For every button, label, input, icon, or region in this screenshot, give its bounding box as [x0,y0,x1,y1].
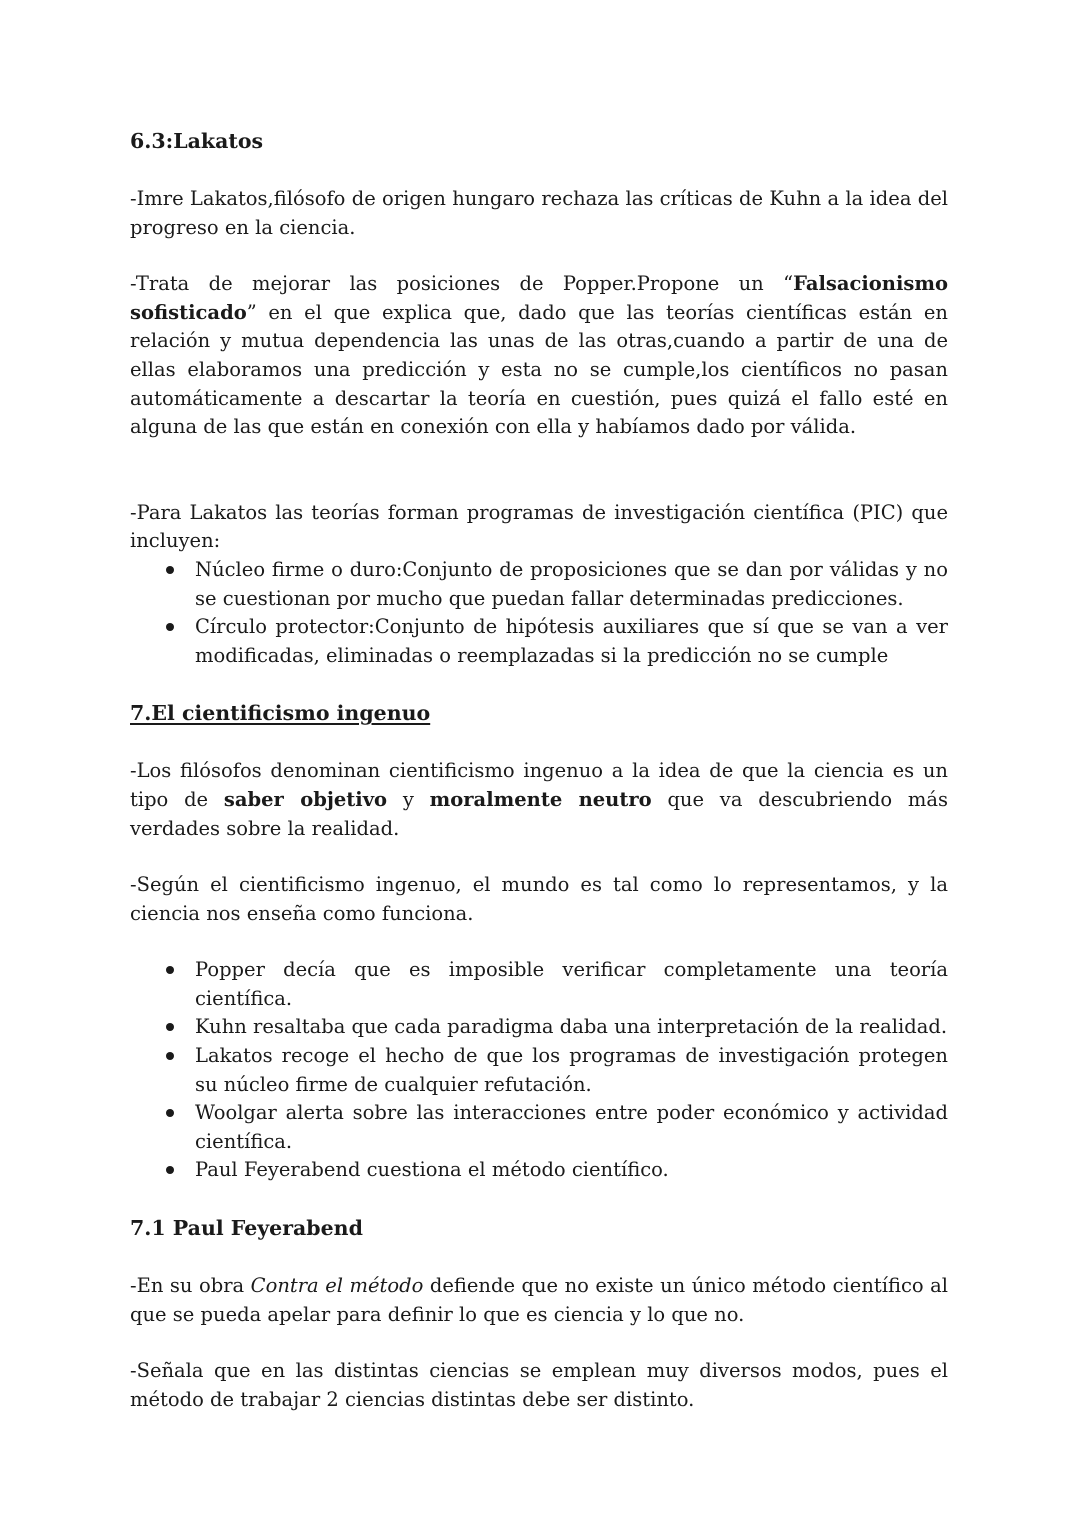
document-page [130,126,948,1414]
bold-term: moralmente neutro [429,787,652,811]
list-item: Núcleo firme o duro:Conjunto de proposiciones que se dan por válidas y no se cuestionan por mucho que puedan fallar determinadas predicciones. [195,556,948,613]
text: -Señala que en las distintas ciencias se emplean muy diversos modos, pues el método de trabajar 2 ciencias distintas debe ser distinto. [130,1359,948,1411]
bold-term: Falsacionismo sofisticado [130,272,948,324]
bullet-list [130,956,948,1185]
text: defiende que no existe un único método científico al que se pueda apelar para definir lo que es ciencia y lo que no. [130,1274,948,1326]
section-heading-cientificismo [130,698,948,728]
text: que va descubriendo más verdades sobre la realidad. [130,787,949,840]
paragraph [130,1272,948,1329]
text: -Trata de mejorar las posiciones de Popper.Propone un “ [130,272,794,296]
paragraph [130,185,948,242]
text: -Imre Lakatos,filósofo de origen hungaro rechaza las críticas de Kuhn a la idea del progreso en la ciencia. [130,187,948,239]
section-heading-lakatos: 6.3:Lakatos [130,129,264,153]
paragraph [130,757,948,843]
list-item: Círculo protector:Conjunto de hipótesis auxiliares que sí que se van a ver modificadas, eliminadas o reemplazadas si la predicción no se cumple [195,613,948,670]
text: -En su obra [130,1274,251,1298]
bold-term: saber objetivo [223,787,388,811]
paragraph [130,1357,948,1414]
list-item: Popper decía que es imposible verificar completamente una teoría científica. [195,956,948,1013]
text: ” en el que explica que, dado que las teorías científicas están en relación y mutua dependencia las unas de las otras,cuando a partir de una de ellas elaboramos una predicción y esta no se cumple,los científicos no pasan automáticamente a descartar la teoría en cuestión, pues quizá el fallo esté en alguna de las que están en conexión con ella y habíamos dado por válida. [130,300,948,439]
heading-text: 7.El cientificismo ingenuo [130,701,431,726]
list-item: Kuhn resaltaba que cada paradigma daba una interpretación de la realidad. [195,1013,948,1042]
book-title: Contra el método [250,1274,424,1298]
bullet-list [130,556,948,670]
list-item: Woolgar alerta sobre las interacciones entre poder económico y actividad científica. [195,1099,948,1156]
text: y [387,787,430,811]
text: -Según el cientificismo ingenuo, el mundo es tal como lo representamos, y la ciencia nos enseña como funciona. [130,873,948,925]
paragraph [130,270,948,442]
text: -Los filósofos denominan cientificismo ingenuo a la idea de que la ciencia es un tipo de [130,759,948,811]
list-item: Paul Feyerabend cuestiona el método científico. [195,1156,948,1185]
section-heading-feyerabend: 7.1 Paul Feyerabend [130,1216,363,1241]
text: -Para Lakatos las teorías forman programas de investigación científica (PIC) que incluyen: [130,500,948,553]
paragraph [130,871,948,928]
paragraph [130,499,948,556]
list-item: Lakatos recoge el hecho de que los programas de investigación protegen su núcleo firme de cualquier refutación. [195,1042,948,1099]
